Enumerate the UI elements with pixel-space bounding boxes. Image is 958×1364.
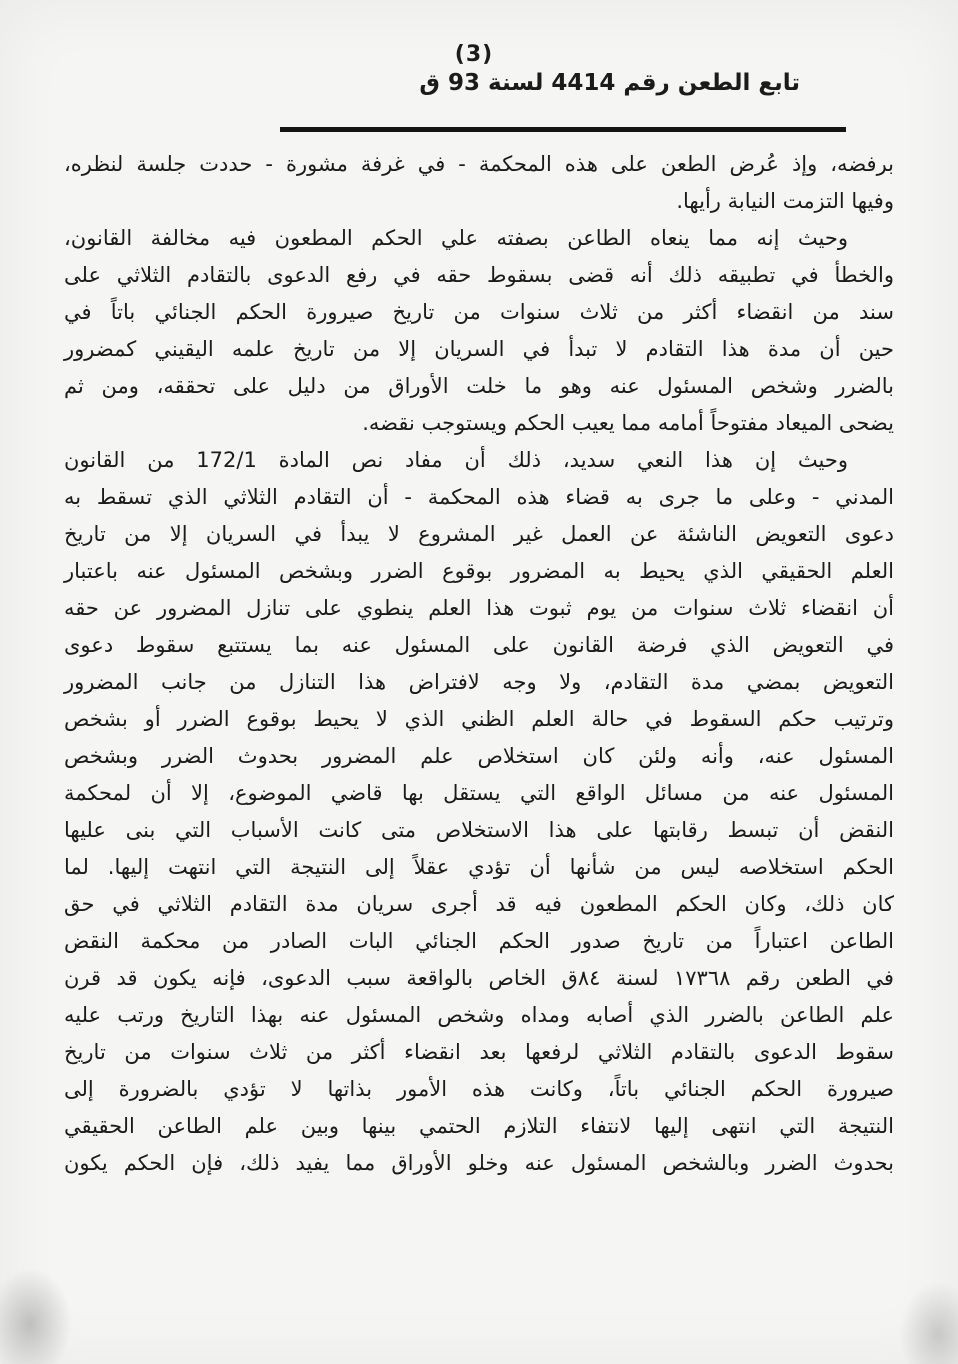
body-line: وترتيب حكم السقوط في حالة العلم الظني الذي لا يحيط بوقوع الضرر أو بشخص bbox=[64, 707, 894, 731]
body-line: والخطأ في تطبيقه ذلك أنه قضى بسقوط حقه في رفع الدعوى بالتقادم الثلاثي على bbox=[64, 263, 894, 287]
header-title: تابع الطعن رقم 4414 لسنة 93 ق bbox=[419, 70, 800, 96]
body-line: المدني - وعلى ما جرى به قضاء هذه المحكمة - أن التقادم الثلاثي الذي تسقط به bbox=[64, 485, 894, 509]
body-line: المسئول عنه من مسائل الواقع التي يستقل بها قاضي الموضوع، إلا أن لمحكمة bbox=[64, 781, 894, 805]
body-line: في الطعن رقم ١٧٣٦٨ لسنة ٨٤ق الخاص بالواقعة سبب الدعوى، فإنه يكون قد قرن bbox=[64, 966, 894, 990]
body-line: أن انقضاء ثلاث سنوات من يوم ثبوت هذا العلم ينطوي على تنازل المضرور عن حقه bbox=[64, 596, 894, 620]
body-line: صيرورة الحكم الجنائي باتاً، وكانت هذه الأمور بذاتها لا تؤدي بالضرورة إلى bbox=[64, 1077, 894, 1101]
body-line: العلم الحقيقي الذي يحيط به المضرور بوقوع الضرر وبشخص المسئول عنه باعتبار bbox=[64, 559, 894, 583]
body-line: دعوى التعويض الناشئة عن العمل غير المشروع لا يبدأ في السريان إلا من تاريخ bbox=[64, 522, 894, 546]
body-line: في التعويض الذي فرضة القانون على المسئول عنه بما يستتبع سقوط دعوى bbox=[64, 633, 894, 657]
body-line: بحدوث الضرر وبالشخص المسئول عنه وخلو الأوراق مما يفيد ذلك، فإن الحكم يكون bbox=[64, 1151, 894, 1175]
body-line: وحيث إن هذا النعي سديد، ذلك أن مفاد نص المادة 172/1 من القانون bbox=[64, 448, 848, 472]
body-line: الحكم استخلاصه ليس من شأنها أن تؤدي عقلاً إلى النتيجة التي انتهت إليها. لما bbox=[64, 855, 894, 879]
body-line: وفيها التزمت النيابة رأيها. bbox=[676, 189, 894, 213]
body-line: النتيجة التي انتهى إليها لانتفاء التلازم الحتمي بينها وبين علم الطاعن الحقيقي bbox=[64, 1114, 894, 1138]
body-line: بالضرر وشخص المسئول عنه وهو ما خلت الأوراق من دليل على تحققه، ومن ثم bbox=[64, 374, 894, 398]
body-line: النقض أن تبسط رقابتها على هذا الاستخلاص متى كانت الأسباب التي بنى عليها bbox=[64, 818, 894, 842]
body-line: سقوط الدعوى بالتقادم الثلاثي لرفعها بعد انقضاء أكثر من ثلاث سنوات من تاريخ bbox=[64, 1040, 894, 1064]
body-line: المسئول عنه، وأنه ولئن كان استخلاص علم المضرور بحدوث الضرر وبشخص bbox=[64, 744, 894, 768]
body-line: وحيث إنه مما ينعاه الطاعن بصفته علي الحكم المطعون فيه مخالفة القانون، bbox=[64, 226, 848, 250]
page-number: (3) bbox=[454, 42, 494, 67]
body-line: التعويض بمضي مدة التقادم، ولا وجه لافتراض هذا التنازل من جانب المضرور bbox=[64, 670, 894, 694]
body-line: كان ذلك، وكان الحكم المطعون فيه قد أجرى سريان مدة التقادم الثلاثي في حق bbox=[64, 892, 894, 916]
body-line: الطاعن اعتباراً من تاريخ صدور الحكم الجنائي البات الصادر من محكمة النقض bbox=[64, 929, 894, 953]
body-line: برفضه، وإذ عُرض الطعن على هذه المحكمة - في غرفة مشورة - حددت جلسة لنظره، bbox=[64, 152, 894, 176]
header-divider bbox=[280, 127, 846, 132]
body-line: يضحى الميعاد مفتوحاً أمامه مما يعيب الحكم ويستوجب نقضه. bbox=[362, 411, 894, 435]
body-line: سند من انقضاء أكثر من ثلاث سنوات من تاريخ صيرورة الحكم الجنائي باتاً في bbox=[64, 300, 894, 324]
body-line: علم الطاعن بالضرر الذي أصابه ومداه وشخص المسئول عنه بهذا التاريخ ورتب عليه bbox=[64, 1003, 894, 1027]
document-body bbox=[64, 146, 894, 1182]
body-line: حين أن مدة هذا التقادم لا تبدأ في السريان إلا من تاريخ علمه اليقيني كمضرور bbox=[64, 337, 894, 361]
